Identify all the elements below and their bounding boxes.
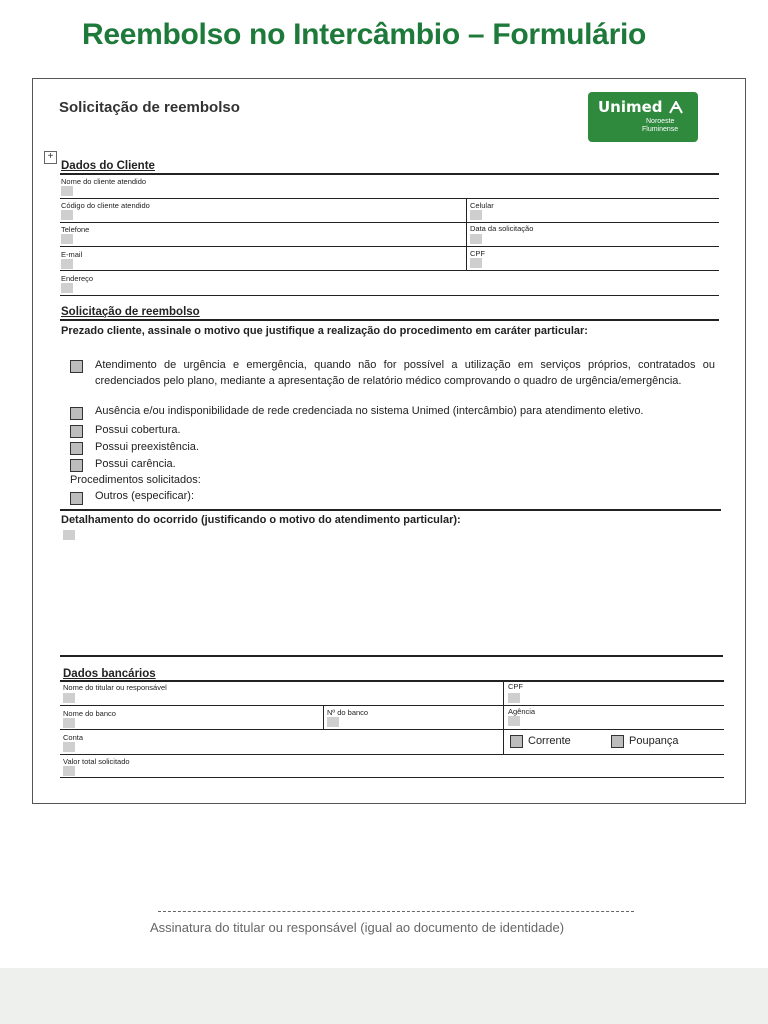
divider [60,270,719,271]
field-valor[interactable] [63,766,75,776]
field-nome[interactable] [61,186,73,196]
field-email[interactable] [61,259,73,269]
field-banco[interactable] [63,718,75,728]
option-outros: Outros (especificar): [95,490,195,502]
field-telefone[interactable] [61,234,73,244]
checkbox-cobertura[interactable] [70,425,83,438]
option-preexistencia: Possui preexistência. [95,441,199,453]
logo-line2: Fluminense [642,126,679,133]
option-urgencia: Atendimento de urgência e emergência, quando não for possível a utilização em serviços próprios, contratados ou credenciados pelo plano, mediante a apresentação de relatório médico comprovando o quadro de urgência/emergência. [95,359,715,387]
field-endereco[interactable] [61,283,73,293]
field-conta[interactable] [63,742,75,752]
expand-icon[interactable]: + [44,151,57,164]
unimed-logo [588,92,698,142]
request-section-heading: Solicitação de reembolso [61,306,200,318]
divider [60,705,724,706]
divider-vertical [323,705,324,729]
divider [60,198,719,199]
divider [60,754,724,755]
checkbox-carencia[interactable] [70,459,83,472]
divider [60,246,719,247]
field-label-valor: Valor total solicitado [63,757,130,766]
unimed-tree-icon [668,101,684,114]
field-label-bank-cpf: CPF [508,682,523,691]
account-type-corrente: Corrente [528,735,571,747]
divider [60,295,719,296]
field-label-numero-banco: Nº do banco [327,708,369,717]
option-carencia: Possui carência. [95,458,176,470]
client-section-heading: Dados do Cliente [61,160,155,172]
field-label-nome: Nome do cliente atendido [61,177,147,186]
field-celular[interactable] [470,210,482,220]
field-label-titular: Nome do titular ou responsável [63,683,167,692]
field-label-email: E-mail [61,250,83,259]
divider [60,319,719,321]
logo-line1: Noroeste [646,118,675,125]
field-label-conta: Conta [63,733,84,742]
signature-caption: Assinatura do titular ou responsável (igual ao documento de identidade) [150,920,565,935]
field-label-codigo: Código do cliente atendido [61,201,150,210]
field-data[interactable] [470,234,482,244]
request-instruction: Prezado cliente, assinale o motivo que justifique a realização do procedimento em caráter particular: [61,325,588,337]
checkbox-urgencia[interactable] [70,360,83,373]
field-label-telefone: Telefone [61,225,90,234]
divider-vertical [503,680,504,754]
page-bottom-strip [0,968,768,1024]
option-ausencia: Ausência e/ou indisponibilidade de rede credenciada no sistema Unimed (intercâmbio) para atendimento eletivo. [95,405,644,417]
details-heading: Detalhamento do ocorrido (justificando o motivo do atendimento particular): [61,514,461,526]
bank-section-heading: Dados bancários [63,668,156,680]
field-label-data: Data da solicitação [470,224,534,233]
field-codigo[interactable] [61,210,73,220]
field-label-celular: Celular [470,201,494,210]
form-subtitle: Solicitação de reembolso [59,99,240,116]
checkbox-corrente[interactable] [510,735,523,748]
divider [60,655,723,657]
logo-brand: Unimed [598,98,663,116]
divider [60,222,719,223]
signature-line[interactable] [158,911,634,912]
field-agencia[interactable] [508,716,520,726]
account-type-poupanca: Poupança [629,735,679,747]
divider-vertical [466,198,467,270]
field-cpf[interactable] [470,258,482,268]
divider [60,173,719,175]
field-label-banco: Nome do banco [63,709,116,718]
checkbox-poupanca[interactable] [611,735,624,748]
checkbox-ausencia[interactable] [70,407,83,420]
field-titular[interactable] [63,693,75,703]
checkbox-preexistencia[interactable] [70,442,83,455]
details-field[interactable] [63,530,75,540]
procedures-label: Procedimentos solicitados: [70,474,201,486]
field-bank-cpf[interactable] [508,693,520,703]
field-label-agencia: Agência [508,707,536,716]
option-cobertura: Possui cobertura. [95,424,181,436]
divider [60,509,721,511]
divider [60,729,724,730]
divider [60,680,724,682]
field-label-cpf: CPF [470,249,485,258]
divider [60,777,724,778]
page-title: Reembolso no Intercâmbio – Formulário [82,18,646,51]
field-numero-banco[interactable] [327,717,339,727]
field-label-endereco: Endereço [61,274,94,283]
checkbox-outros[interactable] [70,492,83,505]
